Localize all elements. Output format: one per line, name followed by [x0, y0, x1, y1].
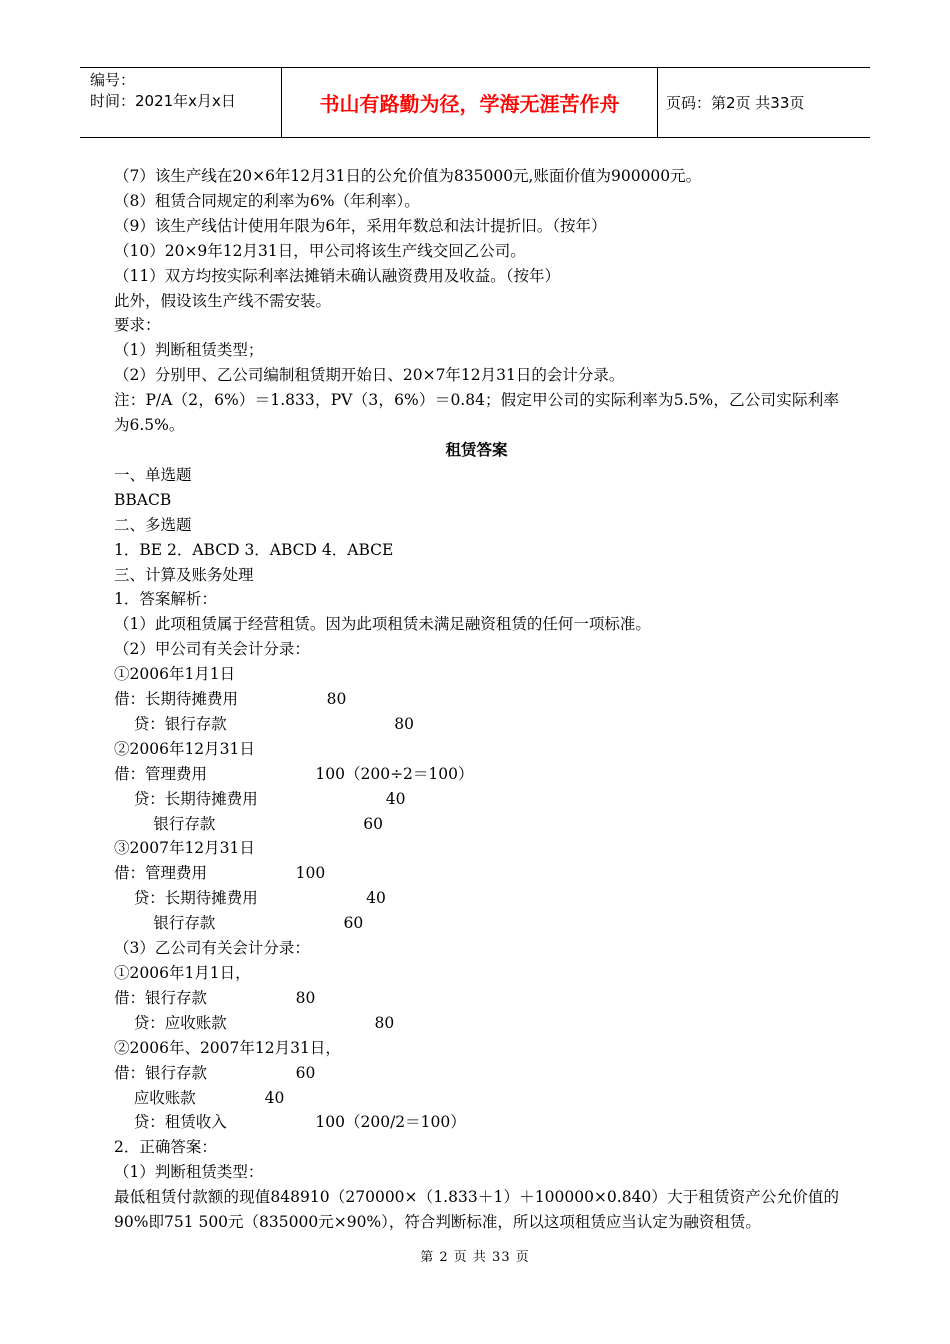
text-line: 二、多选题: [114, 515, 192, 534]
text-line: 此外，假设该生产线不需安装。: [114, 291, 332, 310]
document-time-label: 时间：2021年x月x日: [90, 92, 236, 110]
text-line: 要求：: [114, 316, 161, 335]
journal-entry-line: 贷：长期待摊费用 40: [114, 889, 386, 908]
text-line: ②2006年12月31日: [114, 739, 255, 758]
text-line: （10）20×9年12月31日，甲公司将该生产线交回乙公司。: [114, 241, 526, 260]
journal-entry-line: 银行存款 60: [114, 814, 383, 833]
text-line: 1．BE 2．ABCD 3．ABCD 4．ABCE: [114, 540, 394, 559]
text-line: 一、单选题: [114, 465, 192, 484]
text-line: BBACB: [114, 490, 172, 509]
journal-entry-line: 贷：租赁收入 100（200/2＝100）: [114, 1113, 466, 1132]
text-line: （1）判断租赁类型；: [114, 341, 264, 360]
text-line: 三、计算及账务处理: [114, 565, 254, 584]
journal-entry-line: 借：银行存款 80: [114, 988, 316, 1007]
journal-entry-line: 借：长期待摊费用 80: [114, 690, 347, 709]
journal-entry-line: 借：管理费用 100: [114, 864, 326, 883]
note-paragraph: 注：P/A（2，6%）＝1.833，PV（3，6%）＝0.84；假定甲公司的实际利率为5.5%，乙公司实际利率为6.5%。: [114, 391, 839, 435]
text-line: （2）分别甲、乙公司编制租赁期开始日、20×7年12月31日的会计分录。: [114, 366, 625, 385]
text-line: （8）租赁合同规定的利率为6%（年利率）。: [114, 191, 420, 210]
text-line: （1）此项租赁属于经营租赁。因为此项租赁未满足融资租赁的任何一项标准。: [114, 615, 651, 634]
header-left-cell: [80, 68, 282, 137]
journal-entry-line: 银行存款 60: [114, 914, 364, 933]
text-line: 1．答案解析：: [114, 590, 217, 609]
text-line: （7）该生产线在20×6年12月31日的公允价值为835000元,账面价值为900000元。: [114, 167, 702, 185]
journal-entry-line: 借：管理费用 100（200÷2＝100）: [114, 764, 474, 783]
text-line: （11）双方均按实际利率法摊销未确认融资费用及收益。（按年）: [114, 266, 560, 285]
text-line: （2）甲公司有关会计分录：: [114, 640, 310, 659]
document-body: [114, 164, 839, 1235]
journal-entry-line: 应收账款 40: [114, 1088, 285, 1107]
text-line: ②2006年、2007年12月31日，: [114, 1038, 341, 1057]
text-line: ③2007年12月31日: [114, 839, 255, 858]
journal-entry-line: 借：银行存款 60: [114, 1063, 316, 1082]
page-header: [80, 67, 870, 138]
header-slogan: 书山有路勤为径，学海无涯苦作舟: [282, 68, 658, 137]
text-line: （9）该生产线估计使用年限为6年，采用年数总和法计提折旧。（按年）: [114, 216, 607, 235]
conclusion-paragraph: 最低租赁付款额的现值848910（270000×（1.833＋1）＋100000×0.840）大于租赁资产公允价值的90%即751 500元（835000元×90%），符合判断标准，所以这项租赁应当认定为融资租赁。: [114, 1188, 839, 1232]
header-page-number: 页码：第2页 共33页: [666, 94, 805, 112]
journal-entry-line: 贷：银行存款 80: [114, 714, 414, 733]
text-line: ①2006年1月1日，: [114, 964, 251, 982]
page-footer: 第 2 页 共 33 页: [420, 1250, 530, 1265]
text-line: ①2006年1月1日: [114, 665, 236, 684]
journal-entry-line: 贷：应收账款 80: [114, 1013, 395, 1032]
section-title: 租赁答案: [445, 439, 508, 459]
journal-entry-line: 贷：长期待摊费用 40: [114, 789, 406, 808]
document-number-label: 编号：: [90, 71, 136, 89]
text-line: （3）乙公司有关会计分录：: [114, 939, 310, 958]
text-line: 2．正确答案：: [114, 1138, 217, 1157]
text-line: （1）判断租赁类型：: [114, 1163, 264, 1182]
